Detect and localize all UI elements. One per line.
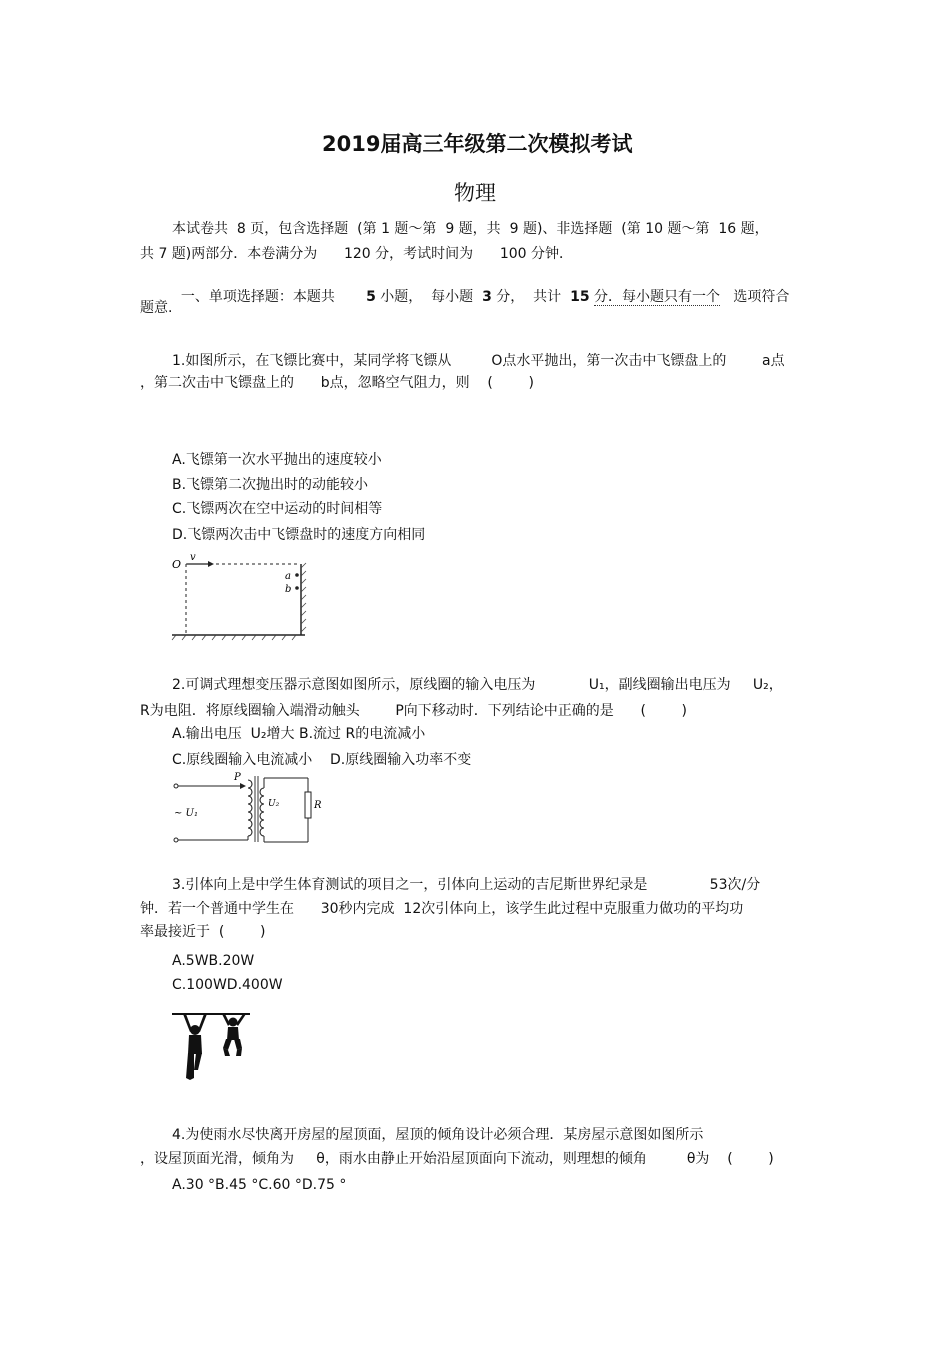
section1-count: 5 (366, 289, 376, 305)
section1-heading (172, 270, 789, 306)
section1-total: 15 (570, 289, 590, 305)
section1-line-2: 题意. (140, 300, 173, 316)
intro-line-2: 共 7 题)两部分．本卷满分为 120 分，考试时间为 100 分钟． (140, 246, 574, 262)
q1-dart-figure (168, 552, 338, 642)
q2-label-r: R (314, 800, 322, 811)
q1-option-b: B.飞镖第二次抛出时的动能较小 (172, 477, 369, 493)
section1-text-b: 小题， 每小题 (380, 289, 474, 305)
q3-stem-line-1: 3.引体向上是中学生体育测试的项目之一，引体向上运动的吉尼斯世界纪录是 53次/分 (172, 877, 761, 893)
q4-stem-line-1: 4.为使雨水尽快离开房屋的屋顶面，屋顶的倾角设计必须合理．某房屋示意图如图所示 (172, 1127, 704, 1143)
q3-options-cd: C.100WD.400W (172, 977, 283, 993)
q1-option-c: C.飞镖两次在空中运动的时间相等 (172, 501, 383, 517)
q2-options-ab: A.输出电压 U₂增大 B.流过 R的电流减小 (172, 726, 426, 742)
q2-label-p: P (234, 772, 241, 783)
q2-label-u1: ~ U₁ (174, 808, 198, 819)
section1-points-each: 3 (482, 289, 492, 305)
q4-options: A.30 °B.45 °C.60 °D.75 ° (172, 1177, 347, 1193)
q2-label-u2: U₂ (268, 799, 280, 809)
section1-text-d: 分．每小题只有一个 (594, 289, 721, 305)
section1-text-c: 分， 共计 (496, 289, 562, 305)
page-subtitle: 物理 (454, 181, 496, 205)
q2-stem-line-1: 2.可调式理想变压器示意图如图所示，原线圈的输入电压为 U₁，副线圈输出电压为 U₂， (172, 677, 783, 693)
q2-options-cd: C.原线圈输入电流减小 D.原线圈输入功率不变 (172, 752, 472, 768)
intro-line-1: 本试卷共 8 页，包含选择题 (第 1 题～第 9 题，共 9 题)、非选择题 (第 10 题～第 16 题， (172, 221, 769, 237)
q1-option-a: A.飞镖第一次水平抛出的速度较小 (172, 452, 382, 468)
q1-label-v: v (190, 552, 196, 563)
q2-transformer-figure (168, 770, 328, 845)
page-title: 2019届高三年级第二次模拟考试 (322, 132, 633, 156)
q1-stem-line-2: ，第二次击中飞镖盘上的 b点，忽略空气阻力，则 ( ) (140, 375, 534, 391)
q1-option-d: D.飞镖两次击中飞镖盘时的速度方向相同 (172, 527, 426, 543)
q1-stem-line-1: 1.如图所示，在飞镖比赛中，某同学将飞镖从 O点水平抛出，第一次击中飞镖盘上的 a点 (172, 353, 785, 369)
q1-label-a: a (285, 571, 291, 582)
section1-text-e: 选项符合 (733, 289, 790, 305)
q1-label-o: O (172, 558, 182, 571)
q3-pullup-figure (170, 1008, 255, 1083)
q4-stem-line-2: ，设屋顶面光滑，倾角为 θ，雨水由静止开始沿屋顶面向下流动，则理想的倾角 θ为 ( ) (140, 1151, 774, 1167)
q3-stem-line-2: 钟．若一个普通中学生在 30秒内完成 12次引体向上，该学生此过程中克服重力做功的平均功 (140, 901, 744, 917)
q3-stem-line-3: 率最接近于 ( ) (140, 924, 266, 940)
q2-stem-line-2: R为电阻．将原线圈输入端滑动触头 P向下移动时．下列结论中正确的是 ( ) (140, 703, 687, 719)
q3-options-ab: A.5WB.20W (172, 953, 255, 969)
q1-label-b: b (285, 584, 292, 595)
section1-text-a: 一、单项选择题：本题共 (180, 289, 335, 305)
